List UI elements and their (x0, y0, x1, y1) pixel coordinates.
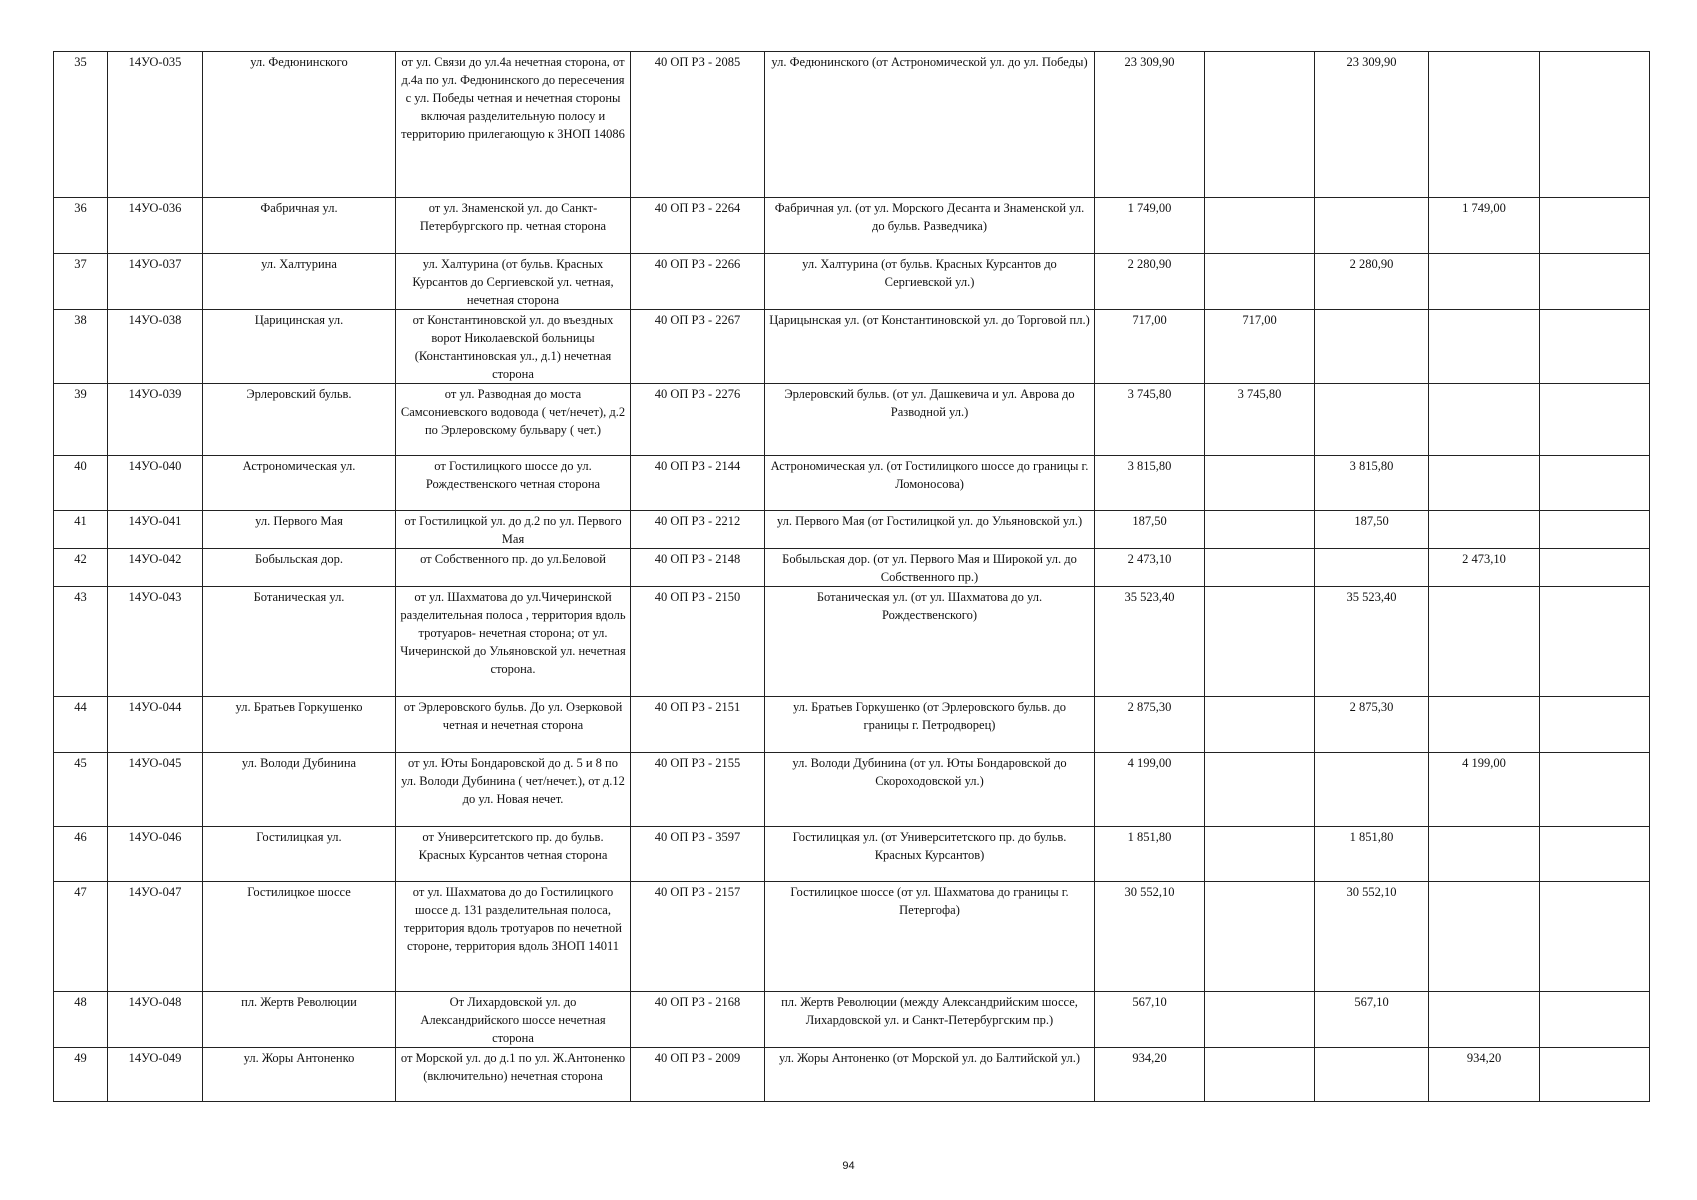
street-name-cell: ул. Братьев Горкушенко (203, 697, 396, 753)
road-id-cell: 40 ОП РЗ - 3597 (631, 827, 765, 882)
area-col-2-cell (1315, 753, 1429, 827)
object-code-cell: 14УО-043 (108, 587, 203, 697)
road-id-cell: 40 ОП РЗ - 2151 (631, 697, 765, 753)
street-name-cell: Ботаническая ул. (203, 587, 396, 697)
section-description-cell: от Гостилицкой ул. до д.2 по ул. Первого Мая (396, 511, 631, 549)
area-col-4-cell (1540, 254, 1650, 310)
street-name-cell: ул. Федюнинского (203, 52, 396, 198)
table-row (54, 827, 1650, 882)
table-row (54, 52, 1650, 198)
street-name-cell: Гостилицкое шоссе (203, 882, 396, 992)
section-description-cell: от ул. Шахматова до до Гостилицкого шоссе д. 131 разделительная полоса, территория вдоль тротуаров по нечетной стороне, территория вдоль ЗНОП 14011 (396, 882, 631, 992)
area-col-3-cell (1429, 456, 1540, 511)
row-number-cell: 39 (54, 384, 108, 456)
object-code-cell: 14УО-038 (108, 310, 203, 384)
table-row (54, 384, 1650, 456)
total-area-cell: 934,20 (1095, 1048, 1205, 1102)
area-col-1-cell: 3 745,80 (1205, 384, 1315, 456)
object-code-cell: 14УО-045 (108, 753, 203, 827)
section-description-cell: ул. Халтурина (от бульв. Красных Курсантов до Сергиевской ул. четная, нечетная сторона (396, 254, 631, 310)
total-area-cell: 187,50 (1095, 511, 1205, 549)
road-name-cell: пл. Жертв Революции (между Александрийским шоссе, Лихардовской ул. и Санкт-Петербургским пр.) (765, 992, 1095, 1048)
road-name-cell: Бобыльская дор. (от ул. Первого Мая и Широкой ул. до Собственного пр.) (765, 549, 1095, 587)
row-number-cell: 49 (54, 1048, 108, 1102)
object-code-cell: 14УО-047 (108, 882, 203, 992)
area-col-1-cell (1205, 697, 1315, 753)
table-row (54, 1048, 1650, 1102)
area-col-3-cell: 934,20 (1429, 1048, 1540, 1102)
section-description-cell: от Собственного пр. до ул.Беловой (396, 549, 631, 587)
street-name-cell: ул. Жоры Антоненко (203, 1048, 396, 1102)
area-col-4-cell (1540, 827, 1650, 882)
area-col-3-cell: 2 473,10 (1429, 549, 1540, 587)
street-name-cell: Фабричная ул. (203, 198, 396, 254)
road-id-cell: 40 ОП РЗ - 2150 (631, 587, 765, 697)
area-col-4-cell (1540, 549, 1650, 587)
area-col-1-cell (1205, 1048, 1315, 1102)
area-col-2-cell: 3 815,80 (1315, 456, 1429, 511)
road-id-cell: 40 ОП РЗ - 2264 (631, 198, 765, 254)
total-area-cell: 2 280,90 (1095, 254, 1205, 310)
total-area-cell: 3 815,80 (1095, 456, 1205, 511)
row-number-cell: 35 (54, 52, 108, 198)
road-name-cell: Эрлеровский бульв. (от ул. Дашкевича и ул. Аврова до Разводной ул.) (765, 384, 1095, 456)
table-row (54, 456, 1650, 511)
area-col-1-cell (1205, 511, 1315, 549)
area-col-2-cell (1315, 310, 1429, 384)
area-col-3-cell: 1 749,00 (1429, 198, 1540, 254)
row-number-cell: 38 (54, 310, 108, 384)
total-area-cell: 35 523,40 (1095, 587, 1205, 697)
area-col-1-cell (1205, 456, 1315, 511)
object-code-cell: 14УО-039 (108, 384, 203, 456)
area-col-3-cell (1429, 882, 1540, 992)
object-code-cell: 14УО-046 (108, 827, 203, 882)
road-id-cell: 40 ОП РЗ - 2155 (631, 753, 765, 827)
area-col-2-cell (1315, 384, 1429, 456)
area-col-2-cell: 30 552,10 (1315, 882, 1429, 992)
area-col-3-cell (1429, 697, 1540, 753)
row-number-cell: 46 (54, 827, 108, 882)
total-area-cell: 2 875,30 (1095, 697, 1205, 753)
road-id-cell: 40 ОП РЗ - 2148 (631, 549, 765, 587)
section-description-cell: от Университетского пр. до бульв. Красных Курсантов четная сторона (396, 827, 631, 882)
area-col-3-cell (1429, 254, 1540, 310)
area-col-1-cell (1205, 52, 1315, 198)
total-area-cell: 1 749,00 (1095, 198, 1205, 254)
street-name-cell: Бобыльская дор. (203, 549, 396, 587)
row-number-cell: 42 (54, 549, 108, 587)
area-col-4-cell (1540, 52, 1650, 198)
total-area-cell: 30 552,10 (1095, 882, 1205, 992)
area-col-2-cell: 2 280,90 (1315, 254, 1429, 310)
area-col-4-cell (1540, 697, 1650, 753)
row-number-cell: 41 (54, 511, 108, 549)
area-col-1-cell: 717,00 (1205, 310, 1315, 384)
area-col-3-cell: 4 199,00 (1429, 753, 1540, 827)
table-row (54, 882, 1650, 992)
road-name-cell: Ботаническая ул. (от ул. Шахматова до ул. Рождественского) (765, 587, 1095, 697)
row-number-cell: 45 (54, 753, 108, 827)
object-code-cell: 14УО-040 (108, 456, 203, 511)
table-row (54, 511, 1650, 549)
total-area-cell: 2 473,10 (1095, 549, 1205, 587)
area-col-2-cell (1315, 1048, 1429, 1102)
road-id-cell: 40 ОП РЗ - 2212 (631, 511, 765, 549)
table-row (54, 310, 1650, 384)
road-id-cell: 40 ОП РЗ - 2276 (631, 384, 765, 456)
road-name-cell: ул. Володи Дубинина (от ул. Юты Бондаровской до Скороходовской ул.) (765, 753, 1095, 827)
table-row (54, 254, 1650, 310)
table-row (54, 198, 1650, 254)
area-col-2-cell: 23 309,90 (1315, 52, 1429, 198)
area-col-2-cell (1315, 549, 1429, 587)
street-name-cell: ул. Халтурина (203, 254, 396, 310)
area-col-4-cell (1540, 511, 1650, 549)
object-code-cell: 14УО-042 (108, 549, 203, 587)
total-area-cell: 3 745,80 (1095, 384, 1205, 456)
road-name-cell: ул. Халтурина (от бульв. Красных Курсантов до Сергиевской ул.) (765, 254, 1095, 310)
road-name-cell: ул. Братьев Горкушенко (от Эрлеровского бульв. до границы г. Петродворец) (765, 697, 1095, 753)
area-col-1-cell (1205, 549, 1315, 587)
table-row (54, 753, 1650, 827)
row-number-cell: 37 (54, 254, 108, 310)
area-col-3-cell (1429, 992, 1540, 1048)
table-row (54, 992, 1650, 1048)
area-col-2-cell (1315, 198, 1429, 254)
section-description-cell: от Морской ул. до д.1 по ул. Ж.Антоненко (включительно) нечетная сторона (396, 1048, 631, 1102)
object-code-cell: 14УО-044 (108, 697, 203, 753)
road-name-cell: Гостилицкое шоссе (от ул. Шахматова до границы г. Петергофа) (765, 882, 1095, 992)
street-name-cell: Гостилицкая ул. (203, 827, 396, 882)
street-name-cell: Астрономическая ул. (203, 456, 396, 511)
section-description-cell: от ул. Юты Бондаровской до д. 5 и 8 по ул. Володи Дубинина ( чет/нечет.), от д.12 до ул. Новая нечет. (396, 753, 631, 827)
area-col-1-cell (1205, 992, 1315, 1048)
total-area-cell: 23 309,90 (1095, 52, 1205, 198)
total-area-cell: 717,00 (1095, 310, 1205, 384)
road-name-cell: Царицынская ул. (от Константиновской ул. до Торговой пл.) (765, 310, 1095, 384)
row-number-cell: 43 (54, 587, 108, 697)
section-description-cell: от ул. Разводная до моста Самсониевского водовода ( чет/нечет), д.2 по Эрлеровскому бульвару ( чет.) (396, 384, 631, 456)
area-col-3-cell (1429, 310, 1540, 384)
section-description-cell: от ул. Знаменской ул. до Санкт-Петербургского пр. четная сторона (396, 198, 631, 254)
road-id-cell: 40 ОП РЗ - 2157 (631, 882, 765, 992)
total-area-cell: 567,10 (1095, 992, 1205, 1048)
road-name-cell: ул. Федюнинского (от Астрономической ул. до ул. Победы) (765, 52, 1095, 198)
area-col-1-cell (1205, 827, 1315, 882)
area-col-4-cell (1540, 753, 1650, 827)
area-col-4-cell (1540, 1048, 1650, 1102)
road-name-cell: ул. Жоры Антоненко (от Морской ул. до Балтийской ул.) (765, 1048, 1095, 1102)
row-number-cell: 47 (54, 882, 108, 992)
road-name-cell: Фабричная ул. (от ул. Морского Десанта и Знаменской ул. до бульв. Разведчика) (765, 198, 1095, 254)
section-description-cell: От Лихардовской ул. до Александрийского шоссе нечетная сторона (396, 992, 631, 1048)
page-number: 94 (842, 1160, 855, 1172)
road-id-cell: 40 ОП РЗ - 2267 (631, 310, 765, 384)
object-code-cell: 14УО-036 (108, 198, 203, 254)
road-name-cell: ул. Первого Мая (от Гостилицкой ул. до Ульяновской ул.) (765, 511, 1095, 549)
road-name-cell: Гостилицкая ул. (от Университетского пр. до бульв. Красных Курсантов) (765, 827, 1095, 882)
area-col-4-cell (1540, 384, 1650, 456)
section-description-cell: от ул. Связи до ул.4а нечетная сторона, от д.4а по ул. Федюнинского до пересечения с ул. Победы четная и нечетная стороны включая разделительную полосу и территорию прилегающую к ЗНОП 14086 (396, 52, 631, 198)
road-id-cell: 40 ОП РЗ - 2266 (631, 254, 765, 310)
street-name-cell: пл. Жертв Революции (203, 992, 396, 1048)
area-col-4-cell (1540, 310, 1650, 384)
area-col-1-cell (1205, 254, 1315, 310)
area-col-3-cell (1429, 827, 1540, 882)
area-col-2-cell: 35 523,40 (1315, 587, 1429, 697)
row-number-cell: 48 (54, 992, 108, 1048)
area-col-4-cell (1540, 882, 1650, 992)
area-col-2-cell: 1 851,80 (1315, 827, 1429, 882)
area-col-1-cell (1205, 882, 1315, 992)
total-area-cell: 1 851,80 (1095, 827, 1205, 882)
area-col-4-cell (1540, 198, 1650, 254)
street-name-cell: Эрлеровский бульв. (203, 384, 396, 456)
table-row (54, 549, 1650, 587)
area-col-3-cell (1429, 52, 1540, 198)
road-id-cell: 40 ОП РЗ - 2085 (631, 52, 765, 198)
road-id-cell: 40 ОП РЗ - 2009 (631, 1048, 765, 1102)
object-code-cell: 14УО-041 (108, 511, 203, 549)
area-col-3-cell (1429, 587, 1540, 697)
street-name-cell: ул. Володи Дубинина (203, 753, 396, 827)
area-col-2-cell: 187,50 (1315, 511, 1429, 549)
section-description-cell: от Гостилицкого шоссе до ул. Рождественского четная сторона (396, 456, 631, 511)
area-col-4-cell (1540, 992, 1650, 1048)
table-body (54, 52, 1650, 1102)
area-col-1-cell (1205, 587, 1315, 697)
area-col-4-cell (1540, 587, 1650, 697)
object-code-cell: 14УО-048 (108, 992, 203, 1048)
table-row (54, 697, 1650, 753)
object-code-cell: 14УО-037 (108, 254, 203, 310)
object-code-cell: 14УО-049 (108, 1048, 203, 1102)
object-code-cell: 14УО-035 (108, 52, 203, 198)
section-description-cell: от ул. Шахматова до ул.Чичеринской разделительная полоса , территория вдоль тротуаров- нечетная сторона; от ул. Чичеринской до Ульяновской ул. нечетная сторона. (396, 587, 631, 697)
road-maintenance-table (53, 51, 1650, 1102)
street-name-cell: Царицинская ул. (203, 310, 396, 384)
area-col-2-cell: 2 875,30 (1315, 697, 1429, 753)
area-col-3-cell (1429, 384, 1540, 456)
row-number-cell: 40 (54, 456, 108, 511)
table-row (54, 587, 1650, 697)
street-name-cell: ул. Первого Мая (203, 511, 396, 549)
area-col-3-cell (1429, 511, 1540, 549)
area-col-1-cell (1205, 753, 1315, 827)
total-area-cell: 4 199,00 (1095, 753, 1205, 827)
road-name-cell: Астрономическая ул. (от Гостилицкого шоссе до границы г. Ломоносова) (765, 456, 1095, 511)
row-number-cell: 36 (54, 198, 108, 254)
area-col-1-cell (1205, 198, 1315, 254)
row-number-cell: 44 (54, 697, 108, 753)
road-id-cell: 40 ОП РЗ - 2144 (631, 456, 765, 511)
section-description-cell: от Эрлеровского бульв. До ул. Озерковой четная и нечетная сторона (396, 697, 631, 753)
road-id-cell: 40 ОП РЗ - 2168 (631, 992, 765, 1048)
area-col-2-cell: 567,10 (1315, 992, 1429, 1048)
section-description-cell: от Константиновской ул. до въездных ворот Николаевской больницы (Константиновская ул., д.1) нечетная сторона (396, 310, 631, 384)
area-col-4-cell (1540, 456, 1650, 511)
